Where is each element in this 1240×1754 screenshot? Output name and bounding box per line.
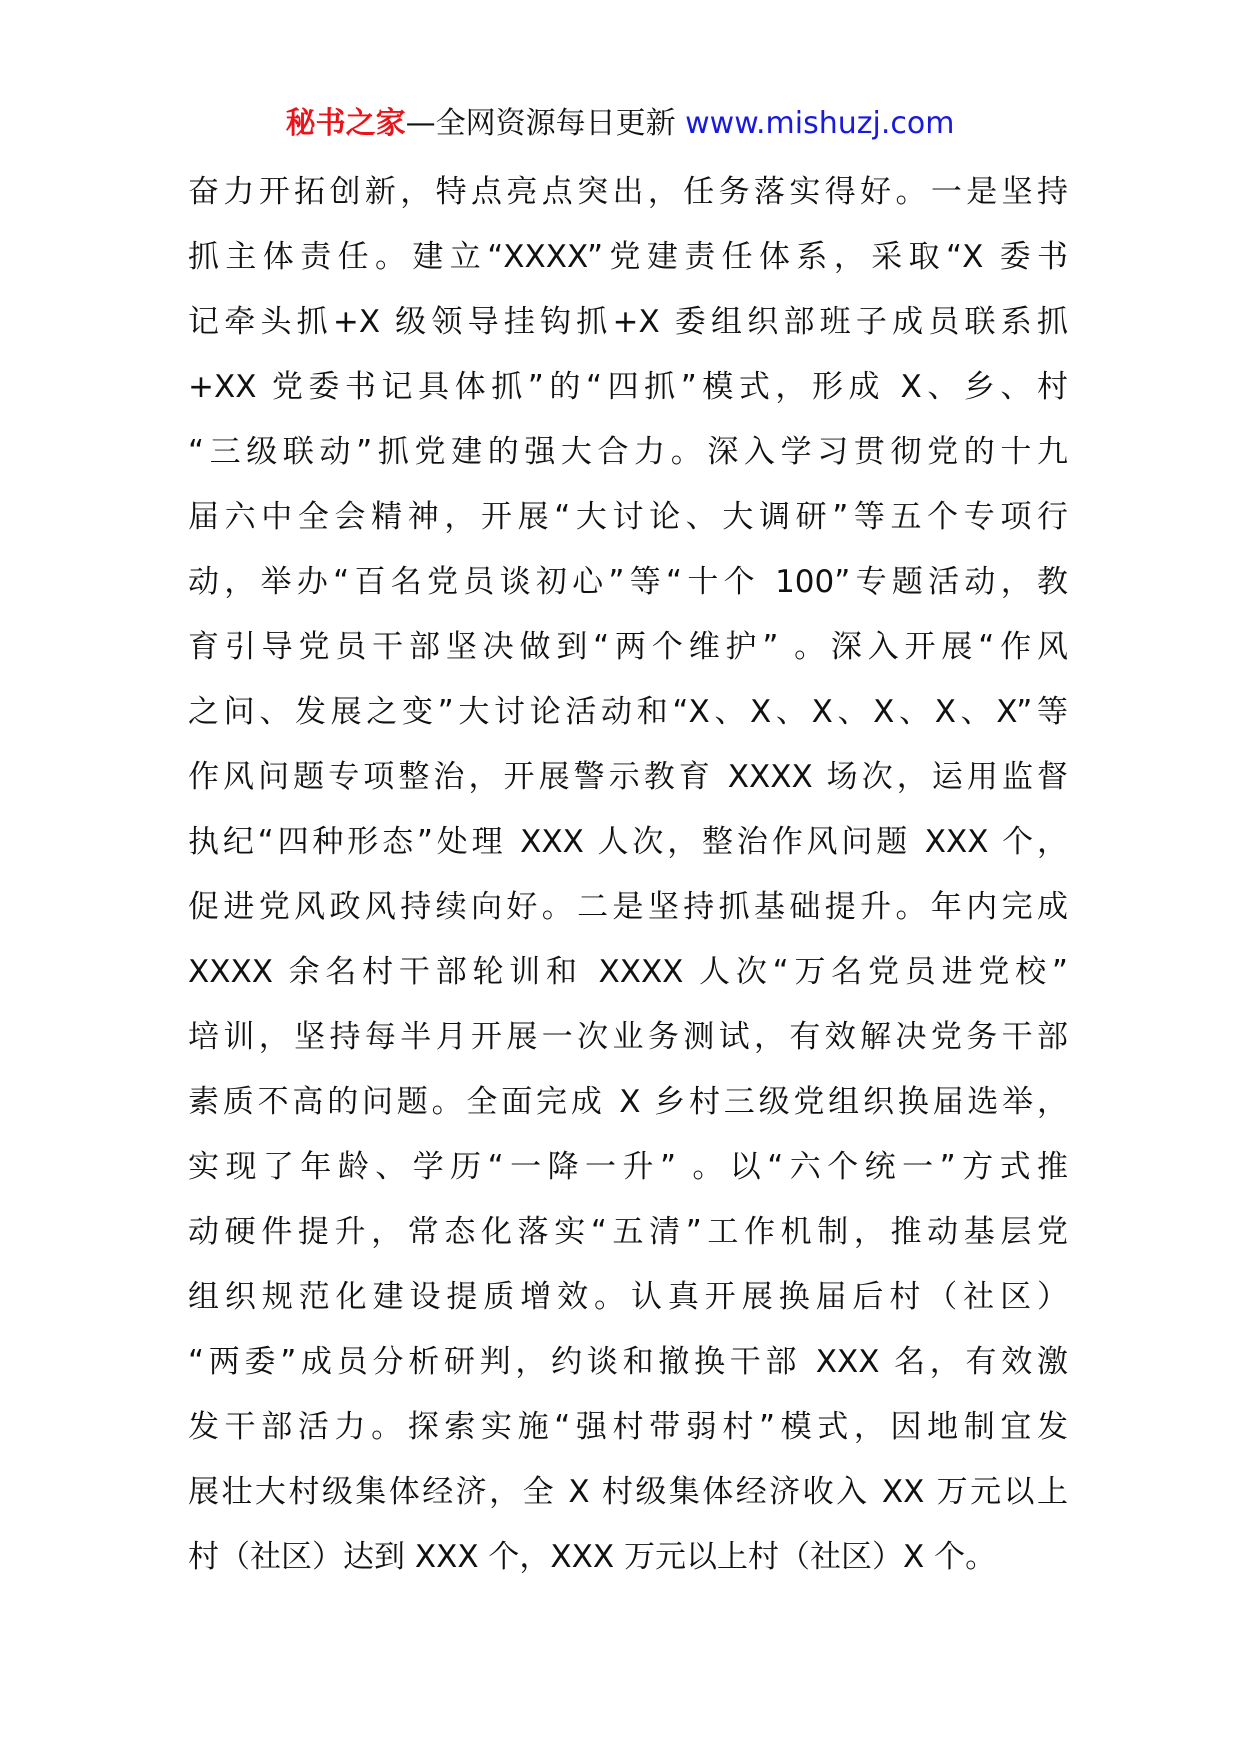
paragraph-line: 动，举办“百名党员谈初心”等“十个 100”专题活动，教 (188, 564, 1068, 600)
paragraph-line-last: 村（社区）达到 XXX 个，XXX 万元以上村（社区）X 个。 (188, 1539, 997, 1575)
header-tagline: —全网资源每日更新 (405, 106, 686, 141)
paragraph-line: 届六中全会精神，开展“大讨论、大调研”等五个专项行 (188, 499, 1068, 535)
paragraph-line: 记牵头抓+X 级领导挂钩抓+X 委组织部班子成员联系抓 (188, 304, 1068, 340)
paragraph-line: “两委”成员分析研判，约谈和撤换干部 XXX 名，有效激 (188, 1344, 1068, 1380)
header-url-link[interactable]: www.mishuzj.com (685, 106, 955, 141)
paragraph-line: 执纪“四种形态”处理 XXX 人次，整治作风问题 XXX 个， (188, 824, 1068, 860)
paragraph-line: 展壮大村级集体经济，全 X 村级集体经济收入 XX 万元以上 (188, 1474, 1068, 1510)
body-paragraph (188, 160, 1068, 1590)
paragraph-line: 促进党风政风持续向好。二是坚持抓基础提升。年内完成 (188, 889, 1068, 925)
paragraph-line: 培训，坚持每半月开展一次业务测试，有效解决党务干部 (188, 1019, 1068, 1055)
header-brand: 秘书之家 (285, 106, 406, 141)
paragraph-line: 奋力开拓创新，特点亮点突出，任务落实得好。一是坚持 (188, 174, 1068, 210)
paragraph-line: 作风问题专项整治，开展警示教育 XXXX 场次，运用监督 (188, 759, 1068, 795)
page-header (0, 104, 1240, 144)
paragraph-line: +XX 党委书记具体抓”的“四抓”模式，形成 X、乡、村 (188, 369, 1068, 405)
paragraph-line: 发干部活力。探索实施“强村带弱村”模式，因地制宜发 (188, 1409, 1068, 1445)
paragraph-line: 之问、发展之变”大讨论活动和“X、X、X、X、X、X”等 (188, 694, 1068, 730)
paragraph-line: 抓主体责任。建立“XXXX”党建责任体系，采取“X 委书 (188, 239, 1068, 275)
paragraph-line: XXXX 余名村干部轮训和 XXXX 人次“万名党员进党校” (188, 954, 1068, 990)
paragraph-line: 实现了年龄、学历“一降一升” 。以“六个统一”方式推 (188, 1149, 1068, 1185)
paragraph-line: “三级联动”抓党建的强大合力。深入学习贯彻党的十九 (188, 434, 1068, 470)
paragraph-line: 素质不高的问题。全面完成 X 乡村三级党组织换届选举， (188, 1084, 1068, 1120)
paragraph-line: 动硬件提升，常态化落实“五清”工作机制，推动基层党 (188, 1214, 1068, 1250)
paragraph-line: 育引导党员干部坚决做到“两个维护” 。深入开展“作风 (188, 629, 1068, 665)
paragraph-line: 组织规范化建设提质增效。认真开展换届后村（社区） (188, 1279, 1068, 1315)
